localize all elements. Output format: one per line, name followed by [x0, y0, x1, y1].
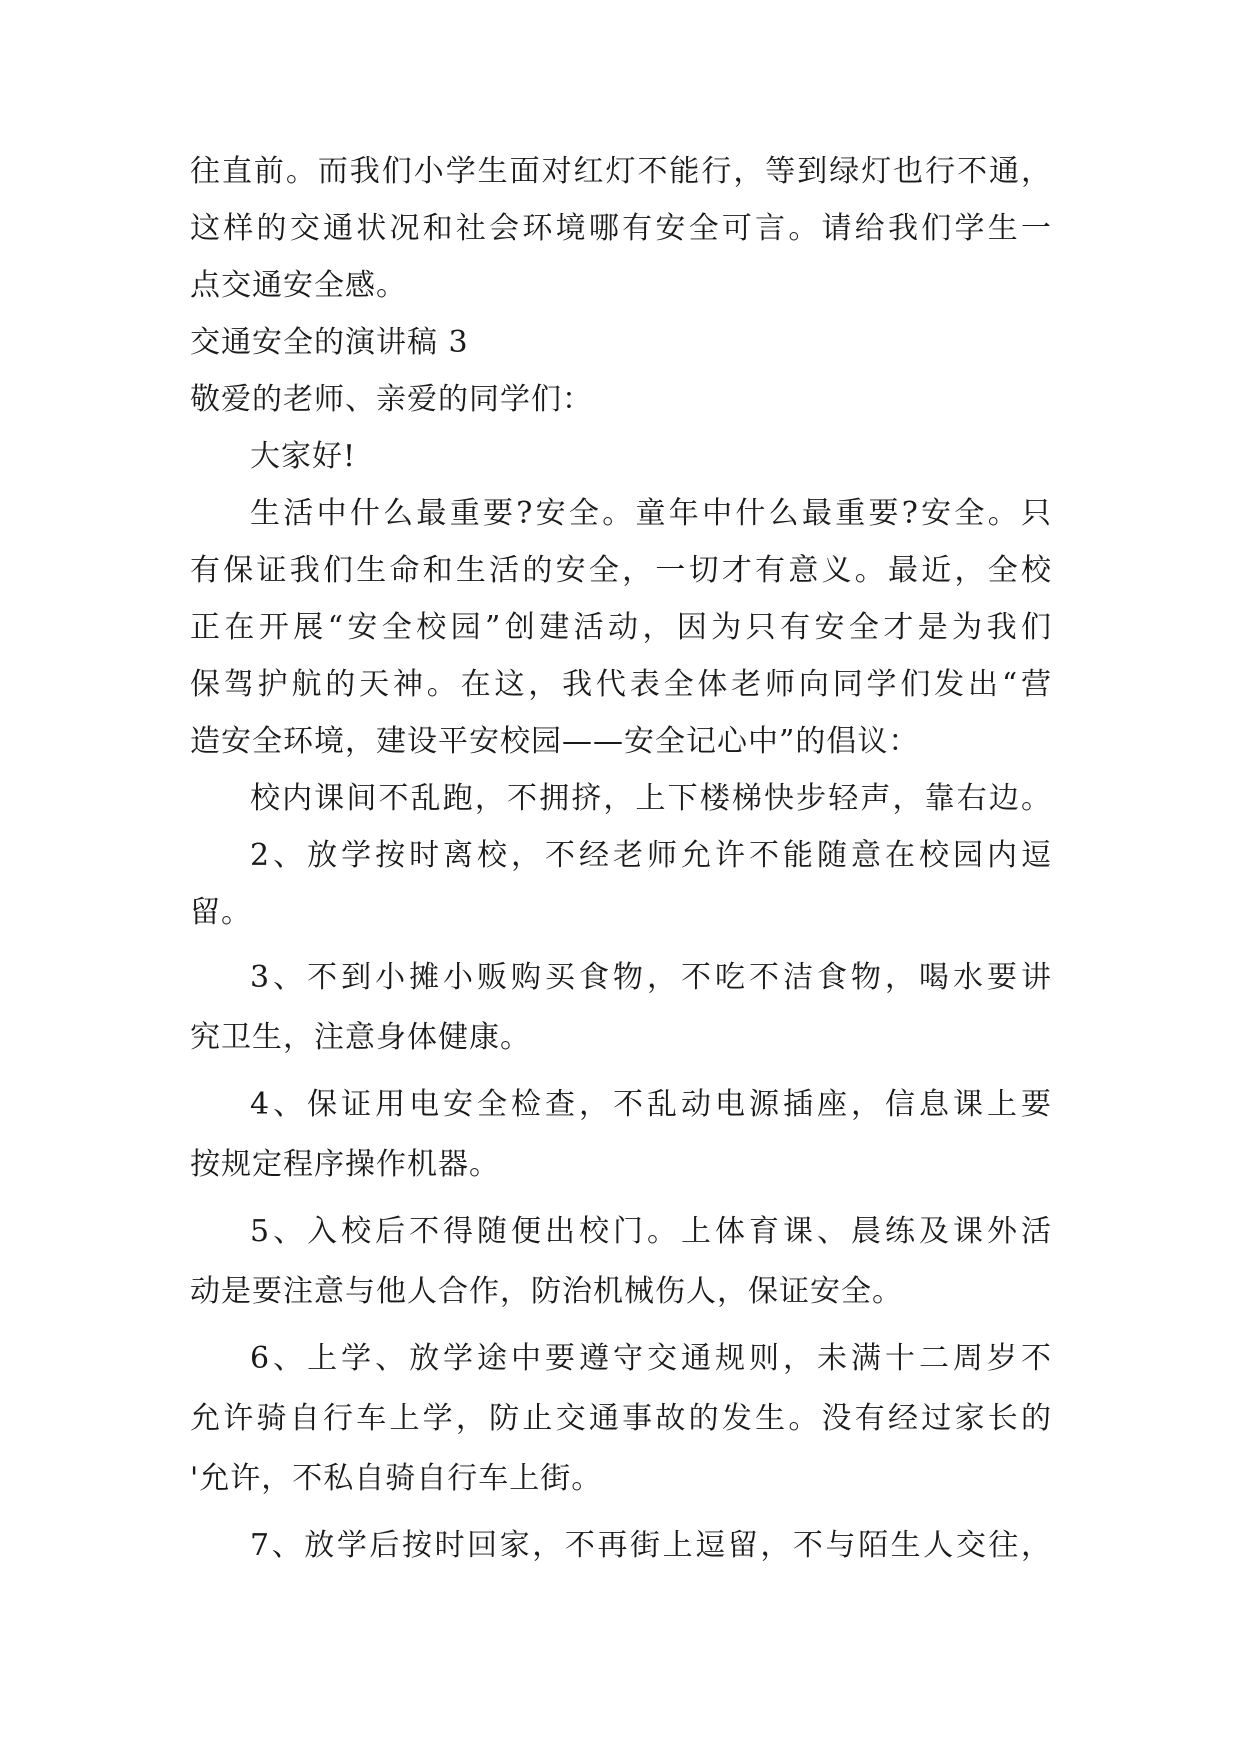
text-line: '允许，不私自骑自行车上街。 — [190, 1461, 603, 1496]
list-item: 5、入校后不得随便出校门。上体育课、晨练及课外活 — [250, 1214, 1052, 1249]
text-line: 按规定程序操作机器。 — [190, 1147, 500, 1182]
list-item: 7、放学后按时回家，不再街上逗留，不与陌生人交往， — [250, 1528, 1052, 1563]
text-line: 允许骑自行车上学，防止交通事故的发生。没有经过家长的 — [190, 1401, 1052, 1436]
list-item: 4、保证用电安全检查，不乱动电源插座，信息课上要 — [250, 1087, 1052, 1122]
text-line: 往直前。而我们小学生面对红灯不能行，等到绿灯也行不通， — [190, 154, 1052, 189]
text-line: 点交通安全感。 — [190, 268, 407, 303]
text-line: 保驾护航的天神。在这，我代表全体老师向同学们发出“营 — [190, 667, 1052, 702]
list-item: 2、放学按时离校，不经老师允许不能随意在校园内逗 — [250, 838, 1052, 873]
text-line: 留。 — [190, 895, 252, 930]
section-title: 交通安全的演讲稿 3 — [190, 325, 469, 360]
text-line: 正在开展“安全校园”创建活动，因为只有安全才是为我们 — [190, 610, 1052, 645]
greeting: 大家好! — [250, 439, 357, 474]
list-item: 6、上学、放学途中要遵守交通规则，未满十二周岁不 — [250, 1341, 1052, 1376]
salutation: 敬爱的老师、亲爱的同学们： — [190, 382, 593, 417]
list-item: 校内课间不乱跑，不拥挤，上下楼梯快步轻声，靠右边。 — [250, 781, 1052, 816]
text-line: 这样的交通状况和社会环境哪有安全可言。请给我们学生一 — [190, 211, 1052, 246]
text-line: 动是要注意与他人合作，防治机械伤人，保证安全。 — [190, 1274, 903, 1309]
text-line: 究卫生，注意身体健康。 — [190, 1020, 531, 1055]
text-line: 有保证我们生命和生活的安全，一切才有意义。最近，全校 — [190, 553, 1052, 588]
text-line: 生活中什么最重要?安全。童年中什么最重要?安全。只 — [250, 496, 1052, 531]
list-item: 3、不到小摊小贩购买食物，不吃不洁食物，喝水要讲 — [250, 960, 1052, 995]
text-line: 造安全环境，建设平安校园——安全记心中”的倡议： — [190, 724, 920, 759]
